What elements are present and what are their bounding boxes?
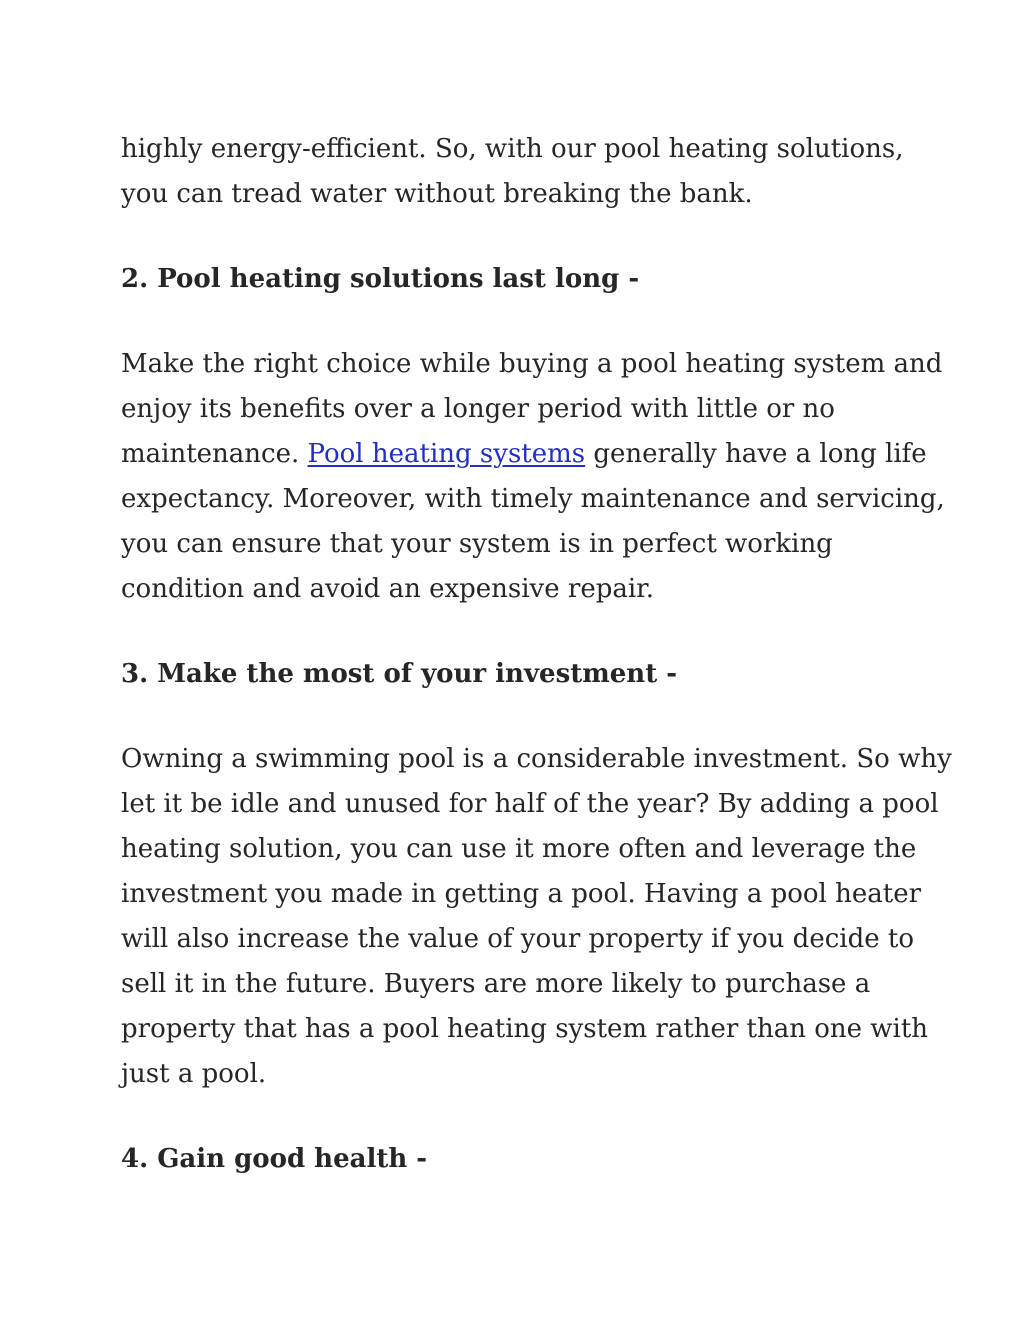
intro-line: highly energy-efficient. So, with our pool heating solutions, bbox=[121, 134, 904, 164]
section3-line: Owning a swimming pool is a considerable investment. So why bbox=[121, 744, 952, 774]
section-heading-4: 4. Gain good health - bbox=[121, 1144, 428, 1174]
section2-line: Make the right choice while buying a pool heating system and bbox=[121, 349, 943, 379]
section3-line: property that has a pool heating system rather than one with bbox=[121, 1014, 929, 1044]
section3-line: just a pool. bbox=[121, 1059, 267, 1089]
section3-line: let it be idle and unused for half of the year? By adding a pool bbox=[121, 789, 939, 819]
intro-line: you can tread water without breaking the bank. bbox=[121, 179, 753, 209]
section2-line-with-link bbox=[121, 432, 927, 477]
section3-line: heating solution, you can use it more often and leverage the bbox=[121, 834, 917, 864]
section3-line: will also increase the value of your property if you decide to bbox=[121, 924, 914, 954]
section3-line: sell it in the future. Buyers are more likely to purchase a bbox=[121, 969, 871, 999]
section2-line: expectancy. Moreover, with timely maintenance and servicing, bbox=[121, 484, 945, 514]
section3-paragraph bbox=[121, 737, 952, 1097]
section2-text-before-link: maintenance. bbox=[121, 439, 308, 469]
section2-text-after-link: generally have a long life bbox=[585, 439, 927, 469]
section2-line: enjoy its benefits over a longer period with little or no bbox=[121, 394, 835, 424]
section-heading-2: 2. Pool heating solutions last long - bbox=[121, 264, 640, 294]
intro-paragraph bbox=[121, 127, 921, 217]
section2-paragraph bbox=[121, 342, 945, 612]
section2-line: condition and avoid an expensive repair. bbox=[121, 574, 655, 604]
section-heading-3: 3. Make the most of your investment - bbox=[121, 659, 678, 689]
section3-line: investment you made in getting a pool. Having a pool heater bbox=[121, 879, 922, 909]
section2-line: you can ensure that your system is in perfect working bbox=[121, 529, 833, 559]
document-page bbox=[121, 127, 952, 1182]
pool-heating-systems-link[interactable]: Pool heating systems bbox=[307, 439, 586, 469]
